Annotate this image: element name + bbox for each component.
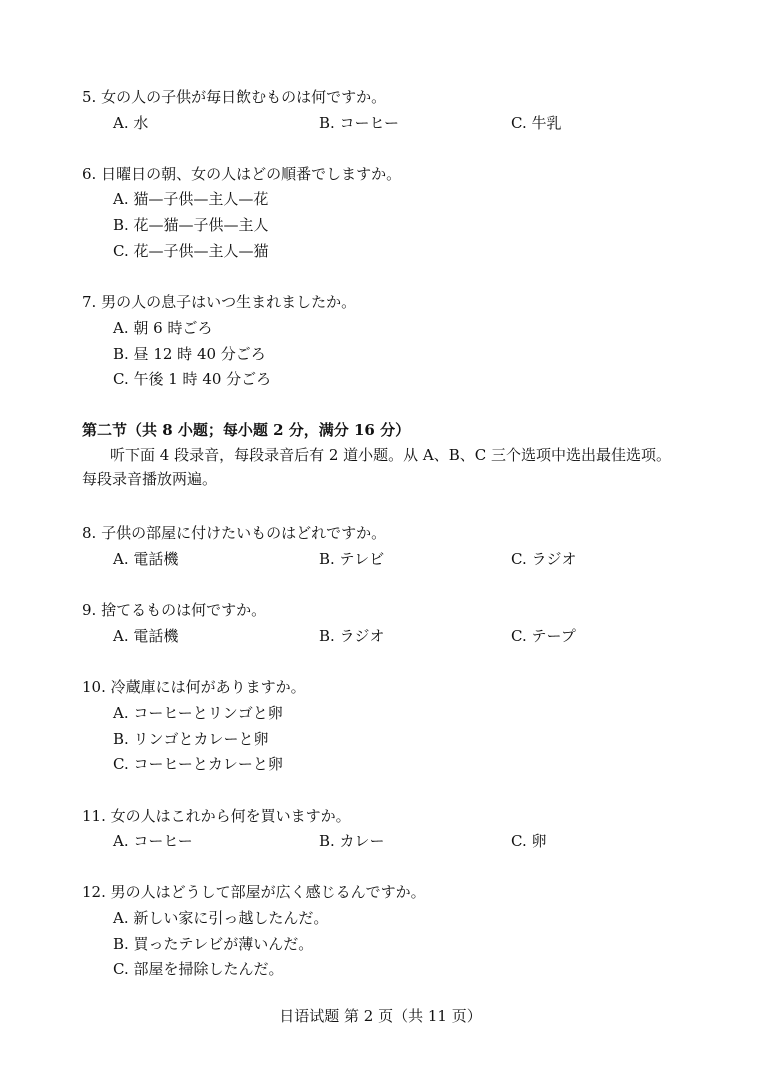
- question-5-option-a: A. 水: [113, 114, 149, 132]
- question-7-option-c: C. 午後 1 時 40 分ごろ: [113, 370, 272, 388]
- question-5-stem: 5. 女の人の子供が毎日飲むものは何ですか。: [82, 88, 387, 106]
- question-9-stem: 9. 捨てるものは何ですか。: [82, 601, 267, 619]
- question-7-stem: 7. 男の人の息子はいつ生まれましたか。: [82, 293, 357, 311]
- page-footer: 日语试题 第 2 页（共 11 页）: [279, 1007, 482, 1025]
- question-12-option-b: B. 買ったテレビが薄いんだ。: [113, 935, 314, 953]
- question-6-option-c: C. 花—子供—主人—猫: [113, 242, 269, 260]
- question-11-stem: 11. 女の人はこれから何を買いますか。: [82, 807, 351, 825]
- question-12-option-a: A. 新しい家に引っ越したんだ。: [113, 909, 329, 927]
- question-8-option-b: B. テレビ: [319, 550, 385, 568]
- question-10-option-c: C. コーヒーとカレーと卵: [113, 755, 283, 773]
- question-12-stem: 12. 男の人はどうして部屋が広く感じるんですか。: [82, 883, 426, 901]
- question-10-stem: 10. 冷蔵庫には何がありますか。: [82, 678, 306, 696]
- question-9-option-a: A. 電話機: [113, 627, 179, 645]
- section-2-title: 第二节（共 8 小题；每小题 2 分，满分 16 分）: [82, 421, 411, 439]
- question-6-option-b: B. 花—猫—子供—主人: [113, 216, 269, 234]
- question-8-option-a: A. 電話機: [113, 550, 179, 568]
- question-7-option-b: B. 昼 12 時 40 分ごろ: [113, 345, 266, 363]
- question-10-option-b: B. リンゴとカレーと卵: [113, 730, 269, 748]
- question-5-option-c: C. 牛乳: [511, 114, 562, 132]
- question-8-stem: 8. 子供の部屋に付けたいものはどれですか。: [82, 524, 387, 542]
- question-6-option-a: A. 猫—子供—主人—花: [113, 190, 269, 208]
- question-9-option-b: B. ラジオ: [319, 627, 385, 645]
- question-7-option-a: A. 朝 6 時ごろ: [113, 319, 213, 337]
- question-11-option-c: C. 卵: [511, 832, 547, 850]
- question-11-option-b: B. カレー: [319, 832, 385, 850]
- question-5-option-b: B. コーヒー: [319, 114, 399, 132]
- question-6-stem: 6. 日曜日の朝、女の人はどの順番でしますか。: [82, 165, 402, 183]
- question-10-option-a: A. コーヒーとリンゴと卵: [113, 704, 283, 722]
- question-12-option-c: C. 部屋を掃除したんだ。: [113, 960, 284, 978]
- section-2-instruction: 听下面 4 段录音，每段录音后有 2 道小题。从 A、B、C 三个选项中选出最佳选项。每段录音播放两遍。: [82, 446, 672, 488]
- question-9-option-c: C. テープ: [511, 627, 576, 645]
- question-8-option-c: C. ラジオ: [511, 550, 577, 568]
- question-11-option-a: A. コーヒー: [113, 832, 193, 850]
